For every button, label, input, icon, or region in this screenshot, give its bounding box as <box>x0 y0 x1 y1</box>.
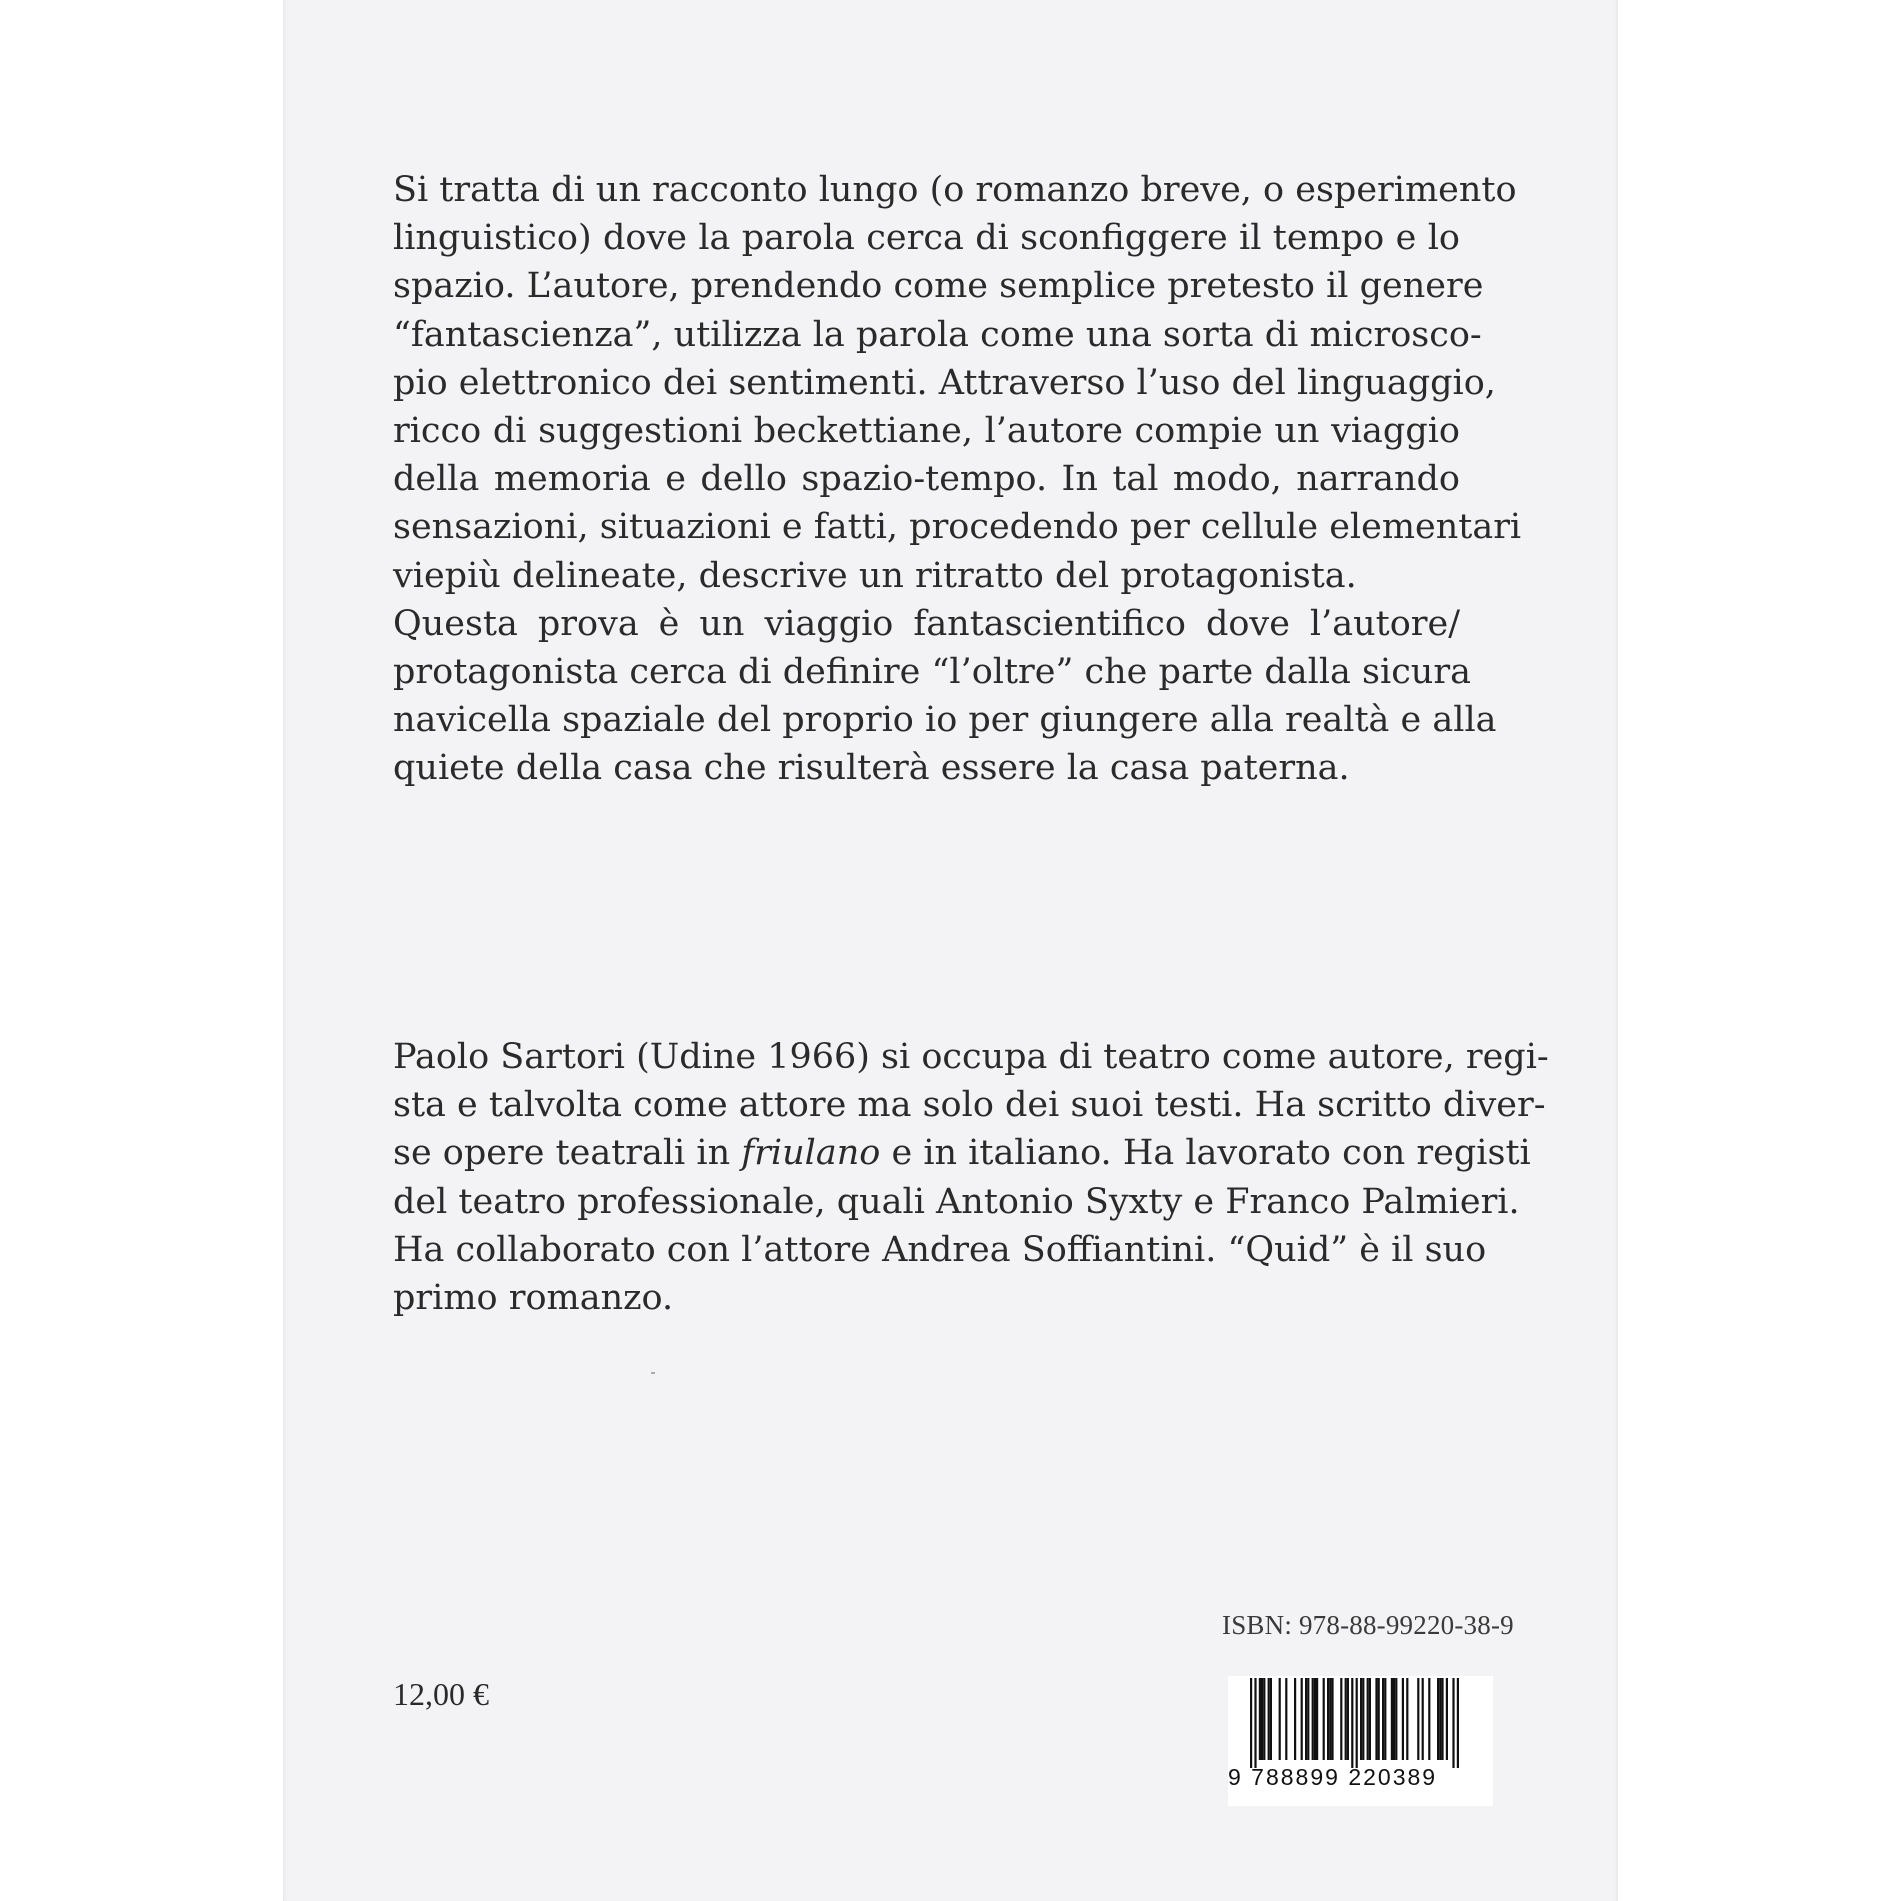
blurb-line: Questa prova è un viaggio fantascientifico dove l’autore/ <box>393 603 1460 644</box>
barcode-bar <box>1345 1678 1347 1760</box>
bio-line <box>393 1129 1531 1177</box>
barcode-bar <box>1347 1678 1349 1760</box>
bio-line: del teatro professionale, quali Antonio Syxty e Franco Palmieri. <box>393 1181 1520 1222</box>
barcode-digits: 9 788899 220389 <box>1228 1764 1438 1790</box>
blurb-line: “fantascienza”, utilizza la parola come una sorta di microsco- <box>393 314 1482 355</box>
barcode-bar <box>1367 1678 1369 1760</box>
barcode-bar <box>1402 1678 1404 1760</box>
bio-line: primo romanzo. <box>393 1278 674 1319</box>
barcode-bar <box>1261 1678 1263 1760</box>
barcode-bar <box>1428 1678 1430 1760</box>
bio-text: se opere teatrali in <box>393 1133 742 1174</box>
blurb-paragraph <box>393 166 1522 793</box>
barcode-bar <box>1393 1678 1395 1760</box>
barcode-bar <box>1391 1678 1393 1760</box>
blurb-line: linguistico) dove la parola cerca di sconfiggere il tempo e lo <box>393 218 1460 259</box>
bio-line: Paolo Sartori (Udine 1966) si occupa di teatro come autore, regi- <box>393 1037 1549 1077</box>
blurb-line: viepiù delineate, descrive un ritratto del protagonista. <box>393 555 1357 596</box>
barcode-bar <box>1417 1678 1419 1760</box>
barcode-bar <box>1375 1678 1377 1760</box>
blurb-line: spazio. L’autore, prendendo come semplice pretesto il genere <box>393 266 1484 307</box>
barcode-bars <box>1228 1676 1493 1770</box>
isbn-label: ISBN: 978-88-99220-38-9 <box>1222 1610 1514 1640</box>
barcode-bar <box>1323 1678 1325 1760</box>
barcode-bar <box>1263 1678 1265 1760</box>
barcode-bar <box>1340 1678 1342 1760</box>
barcode-bar <box>1446 1678 1448 1760</box>
barcode-bar <box>1441 1678 1443 1760</box>
bio-line: Ha collaborato con l’attore Andrea Soffiantini. “Quid” è il suo <box>393 1229 1487 1270</box>
barcode-bar <box>1301 1678 1303 1760</box>
price-label: 12,00 € <box>393 1676 489 1712</box>
bio-line: sta e talvolta come attore ma solo dei suoi testi. Ha scritto diver- <box>393 1085 1546 1126</box>
bio-italic-term: friulano <box>741 1133 881 1174</box>
barcode-bar <box>1331 1678 1333 1760</box>
barcode-bar <box>1285 1678 1287 1760</box>
barcode-bar <box>1437 1678 1439 1760</box>
author-bio-paragraph <box>393 1033 1549 1322</box>
print-speck <box>651 1372 655 1374</box>
barcode-bar <box>1305 1678 1307 1760</box>
blurb-line: ricco di suggestioni beckettiane, l’autore compie un viaggio <box>393 411 1460 452</box>
barcode-bar <box>1457 1678 1459 1768</box>
barcode-bar <box>1316 1678 1318 1760</box>
barcode-bar <box>1422 1678 1424 1760</box>
blurb-line: pio elettronico dei sentimenti. Attraverso l’uso del linguaggio, <box>393 362 1496 403</box>
blurb-line: sensazioni, situazioni e fatti, procedendo per cellule elementari <box>393 507 1522 548</box>
barcode-bar <box>1268 1678 1270 1760</box>
barcode-bar <box>1369 1678 1371 1760</box>
barcode-bar <box>1384 1678 1386 1760</box>
barcode-bar <box>1362 1678 1364 1760</box>
blurb-line: Si tratta di un racconto lungo (o romanzo breve, o esperimento <box>393 170 1517 210</box>
barcode-bar <box>1356 1678 1358 1768</box>
barcode-bar <box>1329 1678 1331 1760</box>
blurb-line: navicella spaziale del proprio io per giungere alla realtà e alla <box>393 700 1497 741</box>
bio-text: e in italiano. Ha lavorato con registi <box>880 1133 1531 1174</box>
barcode-bar <box>1254 1678 1256 1768</box>
barcode-bar <box>1452 1678 1454 1768</box>
barcode-bar <box>1395 1678 1397 1760</box>
blurb-line: quiete della casa che risulterà essere la casa paterna. <box>393 748 1350 789</box>
barcode-bar <box>1439 1678 1441 1760</box>
blurb-line: protagonista cerca di definire “l’oltre” che parte dalla sicura <box>393 652 1471 693</box>
blurb-line: della memoria e dello spazio-tempo. In tal modo, narrando <box>393 459 1460 500</box>
barcode-bar <box>1307 1678 1309 1760</box>
barcode-bar <box>1314 1678 1316 1760</box>
barcode-bar <box>1327 1678 1329 1760</box>
barcode-bar <box>1250 1678 1252 1768</box>
barcode-bar <box>1406 1678 1408 1760</box>
barcode-bar <box>1259 1678 1261 1760</box>
barcode-bar <box>1378 1678 1380 1760</box>
barcode-bar <box>1279 1678 1281 1760</box>
barcode-bar <box>1382 1678 1384 1760</box>
barcode-bar <box>1294 1678 1296 1760</box>
barcode-bar <box>1312 1678 1314 1760</box>
barcode-bar <box>1360 1678 1362 1760</box>
barcode-bar <box>1270 1678 1272 1760</box>
barcode-bar <box>1351 1678 1353 1768</box>
